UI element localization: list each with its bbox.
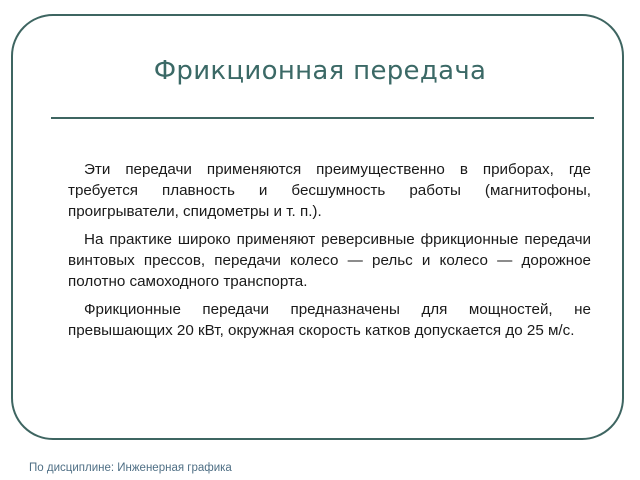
body-paragraph-3: Фрикционные передачи предназначены для мощностей, не превышающих 20 кВт, окружная скорость катков допускается до 25 м/с. bbox=[68, 301, 591, 339]
slide-footer: По дисциплине: Инженерная графика bbox=[29, 462, 232, 474]
slide-body bbox=[68, 159, 591, 348]
title-divider bbox=[51, 117, 594, 119]
body-paragraph-1: Эти передачи применяются преимущественно в приборах, где требуется плавность и бесшумность работы (магнитофоны, проигрыватели, спидометры и т. п.). bbox=[68, 161, 591, 220]
body-paragraph-2: На практике широко применяют реверсивные фрикционные передачи винтовых прессов, передачи колесо — рельс и колесо — дорожное полотно самоходного транспорта. bbox=[68, 231, 591, 290]
slide-title: Фрикционная передача bbox=[153, 56, 487, 86]
